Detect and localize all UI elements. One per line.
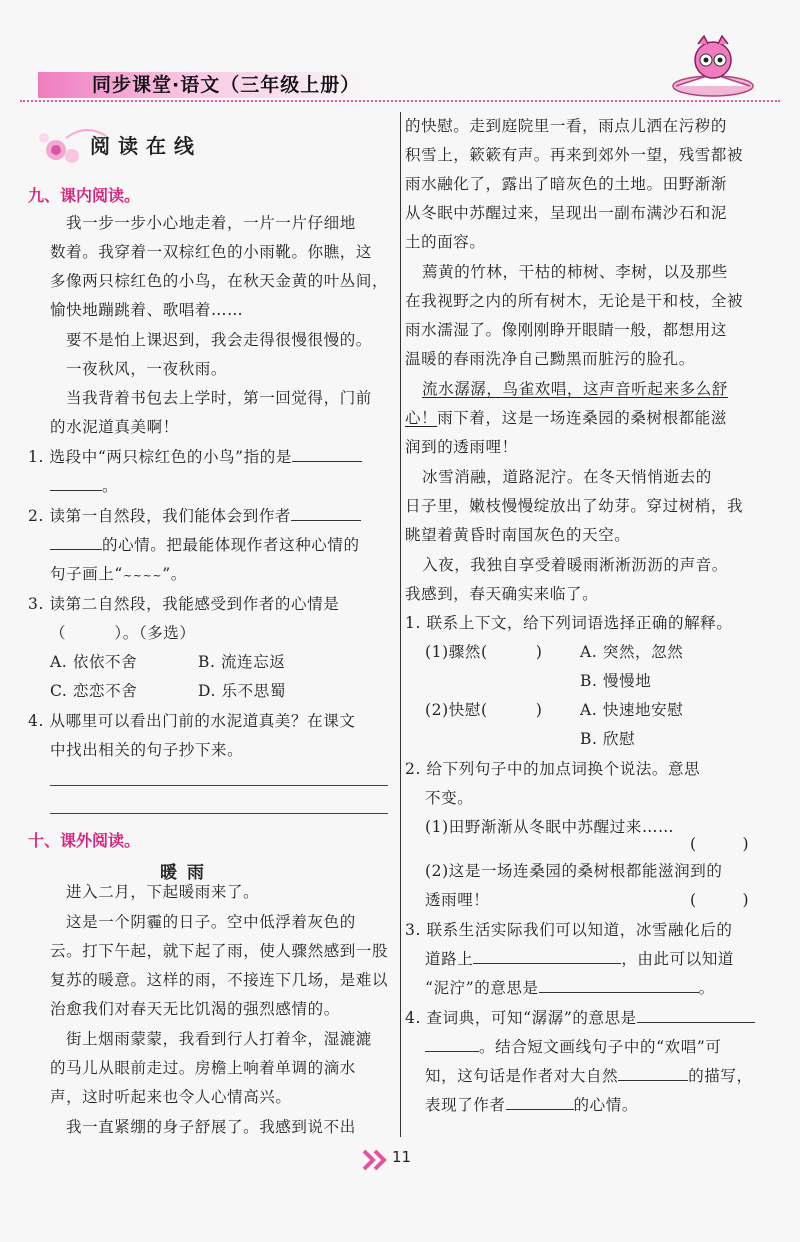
s10-q4-d2: 的心情。 <box>573 1096 638 1114</box>
double-chevron-icon <box>362 1149 388 1171</box>
s10-q2-answer1[interactable]: ( ) <box>690 835 749 853</box>
s9-q2 <box>28 502 361 532</box>
s10-q1-item1-b[interactable]: B. 慢慢地 <box>580 672 652 690</box>
s10-q1-item2-a[interactable]: A. 快速地安慰 <box>580 701 684 719</box>
s9-q4-line1: 4. 从哪里可以看出门前的水泥道真美？在课文 <box>28 712 356 730</box>
s10-q4-d1: 表现了作者 <box>425 1096 506 1114</box>
s9-para1-line4: 愉快地蹦跳着、歌唱着…… <box>50 301 244 319</box>
s10-q3-blank2[interactable] <box>539 976 699 993</box>
story-r-p3-underlined: 流水潺潺，鸟雀欢唱，这声音听起来多么舒 <box>422 380 728 398</box>
s10-q4-line3 <box>425 1062 753 1092</box>
s9-q3-option-a[interactable]: A. 依依不舍 <box>50 653 138 671</box>
s10-q2-answer2[interactable]: ( ) <box>690 891 749 909</box>
s10-q4-c2: 的描写， <box>688 1067 753 1085</box>
story-r-p4-1: 冰雪消融，道路泥泞。在冬天悄悄逝去的 <box>422 468 712 486</box>
section10-title: 十、课外阅读。 <box>28 831 141 850</box>
story-r-l3: 雨水融化了，露出了暗灰色的土地。田野渐渐 <box>405 175 728 193</box>
section9-title: 九、课内阅读。 <box>28 186 141 205</box>
s9-q3: 3. 读第二自然段，我能感受到作者的心情是 <box>28 595 340 613</box>
s10-q3: 3. 联系生活实际我们可以知道，冰雪融化后的 <box>405 921 733 939</box>
s10-q1-item1-word[interactable]: (1)骤然( ) <box>425 643 543 661</box>
s10-q4-a: 4. 查词典，可知“潺潺”的意思是 <box>405 1009 637 1027</box>
s9-q1-text: 1. 选段中“两只棕红色的小鸟”指的是 <box>28 448 292 466</box>
s10-q2-sentence1: (1)田野渐渐从冬眠中苏醒过来…… <box>425 818 675 836</box>
s9-q1-blank2[interactable] <box>50 474 102 491</box>
s10-q2-sentence2a: (2)这是一场连桑园的桑树根都能滋润到的 <box>425 862 723 880</box>
story-r-l2: 积雪上，簌簌有声。再来到郊外一望，残雪都被 <box>405 146 744 164</box>
s9-q3-option-d[interactable]: D. 乐不思蜀 <box>198 682 286 700</box>
s10-q3-line3 <box>425 974 715 1004</box>
s10-q1-item2-word[interactable]: (2)快慰( ) <box>425 701 543 719</box>
page-number: 11 <box>392 1148 412 1166</box>
story-r-p3-line2 <box>405 404 727 434</box>
story-r-p5-2: 我感到，春天确实来临了。 <box>405 585 599 603</box>
story-r-p3-rest: 雨下着，这是一场连桑园的桑树根都能滋 <box>437 409 728 427</box>
story-l-p2-1: 这是一个阴霾的日子。空中低浮着灰色的 <box>66 913 356 931</box>
s9-q2-text: 2. 读第一自然段，我们能体会到作者 <box>28 507 292 525</box>
s10-q1-item2-b[interactable]: B. 欣慰 <box>580 730 636 748</box>
story-r-p4-2: 日子里，嫩枝慢慢绽放出了幼芽。穿过树梢，我 <box>405 497 744 515</box>
s9-para4-line2: 的水泥道真美啊！ <box>50 418 179 436</box>
s9-q2-blank1[interactable] <box>291 504 361 521</box>
story-l-p3-3: 声，这时听起来也令人心情高兴。 <box>50 1088 292 1106</box>
s9-q1-blank1[interactable] <box>292 445 362 462</box>
section-banner-text: 阅读在线 <box>90 134 202 158</box>
story-l-p1: 进入二月，下起暖雨来了。 <box>66 883 260 901</box>
header-title: 同步课堂·语文（三年级上册） <box>92 74 361 96</box>
story-r-p2-1: 蔫黄的竹林，干枯的柿树、李树，以及那些 <box>422 263 728 281</box>
s10-q4-line2 <box>425 1033 721 1063</box>
s9-q4-line2: 中找出相关的句子抄下来。 <box>50 741 244 759</box>
s10-q3-b1: 道路上 <box>425 950 474 968</box>
story-r-p4-3: 眺望着黄昏时南国灰色的天空。 <box>405 526 631 544</box>
s10-q2-sentence2b: 透雨哩！ <box>425 891 490 909</box>
header-divider <box>20 100 780 102</box>
s10-q3-line2 <box>425 945 734 975</box>
s9-q2-blank2[interactable] <box>50 533 102 550</box>
story-r-p3-ul2: 心！ <box>405 409 438 427</box>
column-divider <box>400 112 401 1137</box>
story-r-l4: 从冬眠中苏醒过来，呈现出一副布满沙石和泥 <box>405 204 728 222</box>
s9-q2-cont <box>50 531 360 561</box>
s9-q1-cont <box>50 472 118 502</box>
s9-q2-c: 句子画上“ <box>50 565 123 583</box>
s9-para3: 一夜秋风，一夜秋雨。 <box>66 360 228 378</box>
s9-q2-wave: ~~~~ <box>122 569 163 582</box>
story-l-p2-2: 云。打下午起，就下起了雨，使人骤然感到一股 <box>50 942 389 960</box>
s9-para4-line1: 当我背着书包去上学时，第一回觉得，门前 <box>66 389 372 407</box>
s9-para1-line2: 数着。我穿着一双棕红色的小雨靴。你瞧，这 <box>50 243 373 261</box>
s10-q2-line2: 不变。 <box>425 789 474 807</box>
story-r-p2-4: 温暖的春雨洗净自己黝黑而脏污的脸孔。 <box>405 350 695 368</box>
s10-q1: 1. 联系上下文，给下列词语选择正确的解释。 <box>405 614 733 632</box>
s9-q3-option-c[interactable]: C. 恋恋不舍 <box>50 682 138 700</box>
s10-q4-c1: 知，这句话是作者对大自然 <box>425 1067 619 1085</box>
story-r-p2-2: 在我视野之内的所有树木，无论是干和枝，全被 <box>405 292 744 310</box>
s10-q2-line1: 2. 给下列句子中的加点词换个说法。意思 <box>405 760 701 778</box>
s9-q4-answer-line2[interactable] <box>50 813 388 814</box>
s10-q4-blank2[interactable] <box>425 1035 479 1052</box>
s10-q3-blank1[interactable] <box>473 947 621 964</box>
s9-q3-option-b[interactable]: B. 流连忘返 <box>198 653 286 671</box>
s10-q4-blank4[interactable] <box>506 1093 574 1110</box>
s9-para1-line3: 多像两只棕红色的小鸟，在秋天金黄的叶丛间， <box>50 272 389 290</box>
story-r-p5-1: 入夜，我独自享受着暖雨淅淅沥沥的声音。 <box>422 556 728 574</box>
story-l-p2-4: 治愈我们对春天无比饥渴的强烈感情的。 <box>50 1000 340 1018</box>
s10-q4 <box>405 1004 755 1034</box>
s10-q3-c1: “泥泞”的意思是 <box>425 979 539 997</box>
story-l-p2-3: 复苏的暖意。这样的雨，不接连下几场，是难以 <box>50 971 389 989</box>
s10-q3-c2: 。 <box>698 979 715 997</box>
s9-q1-end: 。 <box>102 477 119 495</box>
s9-q4-answer-line1[interactable] <box>50 785 388 786</box>
s10-q4-blank3[interactable] <box>618 1064 688 1081</box>
story-title: 暖雨 <box>160 863 214 883</box>
s9-q2-cont2 <box>50 560 187 591</box>
story-r-l5: 土的面容。 <box>405 233 486 251</box>
s10-q4-blank1[interactable] <box>637 1006 755 1023</box>
story-r-p2-3: 雨水濡湿了。像刚刚睁开眼睛一般，都想用这 <box>405 321 728 339</box>
story-l-p3-1: 街上烟雨蒙蒙，我看到行人打着伞，湿漉漉 <box>66 1030 372 1048</box>
s9-q1 <box>28 443 362 473</box>
s9-q2-d: ”。 <box>162 565 187 583</box>
story-r-l1: 的快慰。走到庭院里一看，雨点儿洒在污秽的 <box>405 117 728 135</box>
s10-q4-line4 <box>425 1091 638 1121</box>
s10-q1-item1-a[interactable]: A. 突然，忽然 <box>580 643 684 661</box>
story-r-p3-last: 润到的透雨哩！ <box>405 438 518 456</box>
s9-q3-cont[interactable]: （ ）。（多选） <box>50 624 196 642</box>
s9-para1-line1: 我一步一步小心地走着，一片一片仔细地 <box>66 214 356 232</box>
story-l-p4-1: 我一直紧绷的身子舒展了。我感到说不出 <box>66 1118 356 1136</box>
s9-para2: 要不是怕上课迟到，我会走得很慢很慢的。 <box>66 331 372 349</box>
s9-q2-mid: 的心情。把最能体现作者这种心情的 <box>102 536 360 554</box>
s10-q4-b: 。结合短文画线句子中的“欢唱”可 <box>479 1038 722 1056</box>
s10-q3-b2: ，由此可以知道 <box>621 950 735 968</box>
mascot-reading-icon <box>668 34 758 98</box>
story-l-p3-2: 的马儿从眼前走过。房檐上响着单调的滴水 <box>50 1059 356 1077</box>
